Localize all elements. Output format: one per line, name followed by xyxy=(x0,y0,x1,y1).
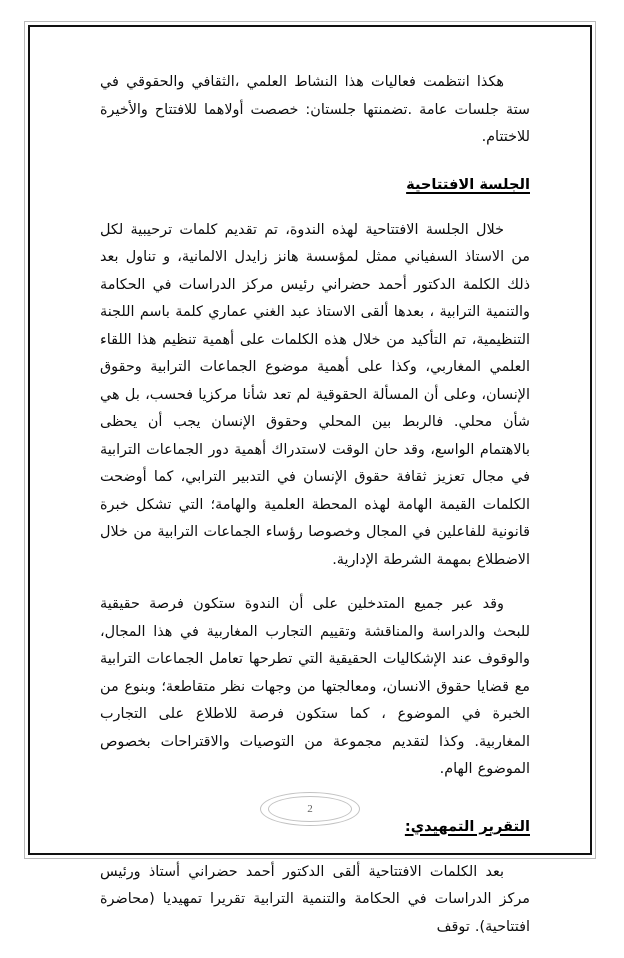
paragraph-participants-remarks: وقد عبر جميع المتدخلين على أن الندوة ستكون فرصة حقيقية للبحث والدراسة والمناقشة وتقييم التجارب المغاربية في هذا المجال، والوقوف عند الإشكاليات الحقيقية التي تطرحها تعامل الجماعات الترابية مع قضايا حقوق الانسان، ومعالجتها من وجهات نظر متقاطعة؛ وبنوع من الخبرة في الموضوع ، كما ستكون فرصة للاطلاع على التجارب المغاربية. وكذا لتقديم مجموعة من التوصيات والاقتراحات بخصوص الموضوع الهام. xyxy=(100,596,530,777)
section-heading-opening-session-text: الجلسة الافتتاحية xyxy=(406,175,530,193)
paragraph-preliminary-report-body: بعد الكلمات الافتتاحية ألقى الدكتور أحمد حضراني أستاذ ورئيس مركز الدراسات في الحكامة والتنمية الترابية تقريرا تمهيديا (محاضرة افتتاحية). توقف xyxy=(100,863,530,935)
section-heading-opening-session xyxy=(100,172,530,198)
paragraph-spacer-2 xyxy=(100,801,530,814)
page-border-inner xyxy=(28,25,592,935)
document-page xyxy=(24,21,596,935)
document-body xyxy=(100,69,530,958)
page-number-value: 2 xyxy=(307,802,313,815)
paragraph-opening-session-body: خلال الجلسة الافتتاحية لهذه الندوة، تم تقديم كلمات ترحيبية لكل من الاستاذ السفياني ممثل لمؤسسة هانز زايدل الالمانية، و تناول بعد ذلك الكلمة الدكتور أحمد حضراني رئيس مركز الدراسات في الحكامة والتنمية الترابية ، بعدها ألقى الاستاذ عبد الغني عماري كلمة باسم اللجنة التنظيمية، تم التأكيد من خلال هذه الكلمات على أهمية تنظيم هذا اللقاء العلمي المغاربي، وكذا على أهمية موضوع الجماعات الترابية وحقوق الإنسان، وعلى أن المسألة الحقوقية لم تعد شأنا مركزيا فحسب، بل هي شأن محلي. فالربط بين المحلي وحقوق الإنسان يجب أن يحظى بالاهتمام الواسع، وقد حان الوقت لاستدراك أهمية دور الجماعات الترابية في مجال تعزيز ثقافة حقوق الإنسان في التدبير الترابي، كما أوضحت الكلمات القيمة الهامة لهذه المحطة العلمية والهامة؛ التي تشكل خبرة قانونية للفاعلين في المجال وخصوصا رؤساء الجماعات الترابية من خلال الاضطلاع بمهمة الشرطة الإدارية. xyxy=(100,221,530,568)
section-heading-preliminary-report-text: التقرير التمهيدي: xyxy=(404,817,530,835)
section-heading-preliminary-report xyxy=(100,814,530,840)
paragraph-intro: هكذا انتظمت فعاليات هذا النشاط العلمي ،الثقافي والحقوقي في ستة جلسات عامة .تضمنتها جلستان: خصصت أولاهما للافتتاح والأخيرة للاختتام. xyxy=(100,74,530,145)
